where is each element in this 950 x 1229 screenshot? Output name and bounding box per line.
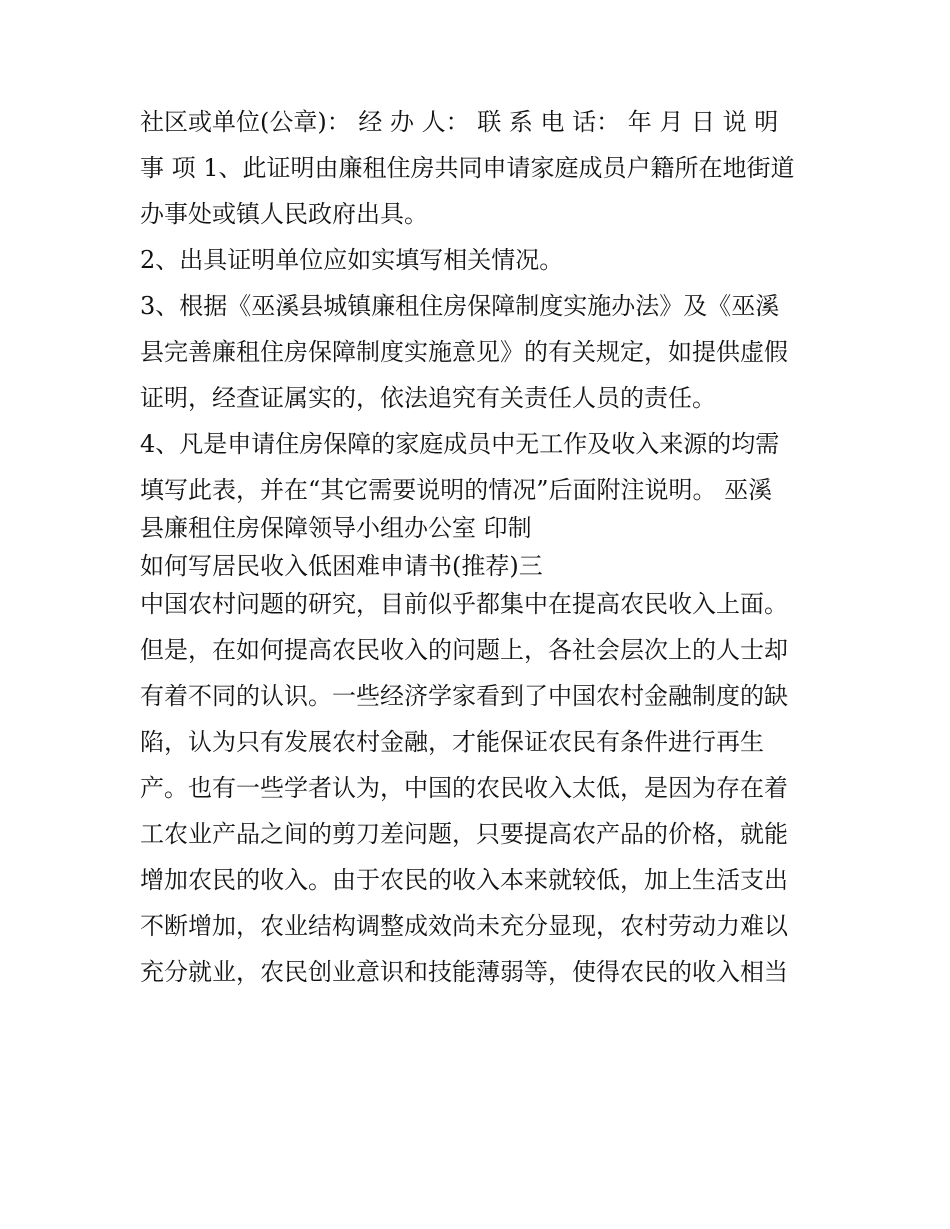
text-line: 县完善廉租住房保障制度实施意见》的有关规定，如提供虚假	[140, 338, 788, 366]
text-line: 产。也有一些学者认为，中国的农民收入太低，是因为存在着	[140, 774, 788, 802]
text-line: 填写此表，并在“其它需要说明的情况”后面附注说明。 巫溪	[140, 476, 773, 504]
text-line: 社区或单位(公章)： 经 办 人： 联 系 电 话： 年 月 日 说 明	[140, 108, 779, 136]
section-heading: 如何写居民收入低困难申请书(推荐)三	[140, 552, 543, 580]
text-line: 工农业产品之间的剪刀差问题，只要提高农产品的价格，就能	[140, 820, 788, 848]
text-line: 办事处或镇人民政府出具。	[140, 200, 428, 228]
text-line: 证明，经查证属实的，依法追究有关责任人员的责任。	[140, 384, 716, 412]
text-line: 3、根据《巫溪县城镇廉租住房保障制度实施办法》及《巫溪	[140, 292, 780, 320]
text-line: 事 项 1、此证明由廉租住房共同申请家庭成员户籍所在地街道	[140, 154, 795, 182]
text-line: 增加农民的收入。由于农民的收入本来就较低，加上生活支出	[140, 866, 788, 894]
text-line: 充分就业，农民创业意识和技能薄弱等，使得农民的收入相当	[140, 958, 788, 986]
text-line: 有着不同的认识。一些经济学家看到了中国农村金融制度的缺	[140, 682, 788, 710]
text-line: 中国农村问题的研究，目前似乎都集中在提高农民收入上面。	[140, 590, 788, 618]
document-body	[140, 108, 820, 986]
text-line: 但是，在如何提高农民收入的问题上，各社会层次上的人士却	[140, 636, 788, 664]
text-line: 不断增加，农业结构调整成效尚未充分显现，农村劳动力难以	[140, 912, 788, 940]
text-line: 4、凡是申请住房保障的家庭成员中无工作及收入来源的均需	[140, 430, 780, 458]
text-line: 2、出具证明单位应如实填写相关情况。	[140, 246, 564, 274]
text-line: 县廉租住房保障领导小组办公室 印制	[140, 514, 532, 542]
text-line: 陷，认为只有发展农村金融，才能保证农民有条件进行再生	[140, 728, 764, 756]
